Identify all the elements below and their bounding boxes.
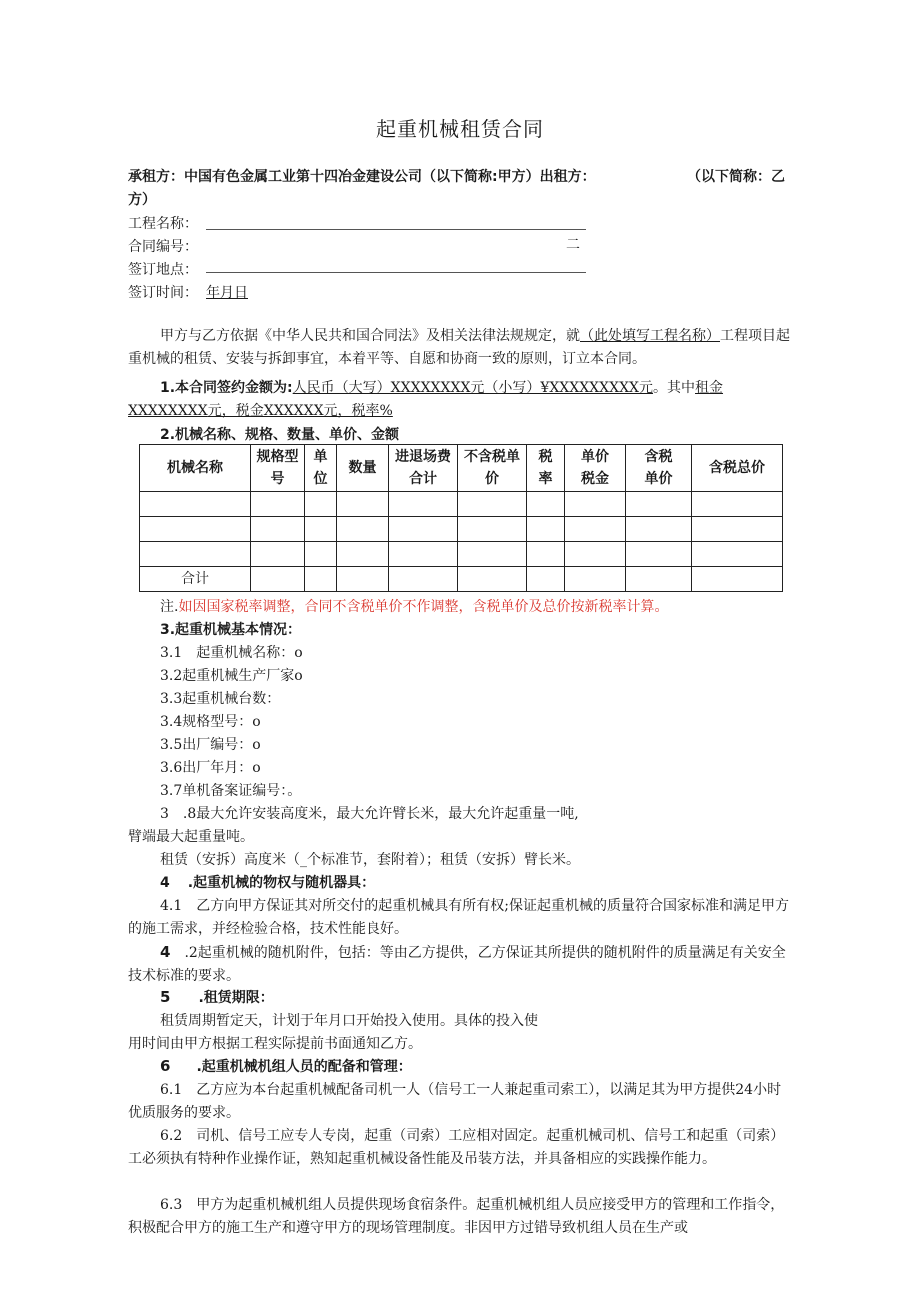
clause-1-rent: 租金XXXXXXXX xyxy=(128,380,724,419)
table-row xyxy=(140,492,783,517)
intro-project-placeholder: （此处填写工程名称） xyxy=(580,328,720,344)
field-project-name-line xyxy=(206,229,586,230)
clause-3-item: 3.3起重机械台数： xyxy=(160,691,281,707)
lessor-wrap: 方） xyxy=(128,192,156,208)
tax-note-text: 如因国家税率调整，合同不含税单价不作调整，含税单价及总价按新税率计算。 xyxy=(178,599,669,615)
clause-1 xyxy=(128,377,794,423)
document-title: 起重机械租赁合同 xyxy=(376,117,544,141)
clause-4-2-text: .2起重机械的随机附件，包括：等由乙方提供，乙方保证其所提供的随机附件的质量满足有关安全技术标准的要求。 xyxy=(128,945,786,984)
field-sign-time-value: 年月日 xyxy=(206,285,248,301)
clause-1-rest: 元，税金XXXXXX元，税率% xyxy=(207,403,393,419)
machinery-table xyxy=(139,444,783,592)
clause-1-mid: 。其中 xyxy=(653,380,696,396)
clause-1-amount: 人民币（大写）XXXXXXXX元（小写）¥XXXXXXXXX元 xyxy=(292,380,654,396)
clause-3-label: 3.起重机械基本情况： xyxy=(160,622,302,638)
clause-3-item: 3.5出厂编号：o xyxy=(160,737,261,753)
clause-3-item: 3.1 起重机械名称：o xyxy=(160,645,303,661)
clause-4-2 xyxy=(128,941,794,988)
th-price-excl-tax: 不含税单 价 xyxy=(458,445,527,492)
intro-text-a: 甲方与乙方依据《中华人民共和国合同法》及相关法律法规规定，就 xyxy=(160,328,580,344)
table-row xyxy=(140,517,783,542)
clause-6-1: 6.1 乙方应为本台起重机械配备司机一人（信号工一人兼起重司索工），以满足其为甲方提供24小时优质服务的要求。 xyxy=(128,1082,782,1121)
clause-6-2: 6.2 司机、信号工应专人专岗，起重（司索）工应相对固定。起重机械司机、信号工和起重（司索）工必须执有特种作业操作证，熟知起重机械设备性能及吊装方法，并具备相应的实践操作能力。 xyxy=(128,1128,785,1167)
clause-5-label: .租赁期限： xyxy=(198,990,274,1006)
clause-3-item: 3 .8最大允许安装高度米，最大允许臂长米，最大允许起重量一吨, xyxy=(160,806,579,822)
clause-6-num: 6 xyxy=(160,1057,171,1075)
clause-4-2-num: 4 xyxy=(160,943,171,961)
table-total-label: 合计 xyxy=(140,567,251,592)
clause-5-line-1: 租赁周期暂定天，计划于年月口开始投入使用。具体的投入使 xyxy=(160,1013,538,1029)
th-tax-rate: 税 率 xyxy=(527,445,565,492)
clause-5-heading xyxy=(160,987,274,1007)
clause-4-label: .起重机械的物权与随机器具： xyxy=(187,875,376,891)
field-contract-no-label: 合同编号： xyxy=(128,239,198,255)
th-quantity: 数量 xyxy=(337,445,389,492)
field-sign-place-line xyxy=(206,272,586,273)
th-unit-tax: 单价 税金 xyxy=(565,445,626,492)
field-sign-time-label: 签订时间： xyxy=(128,285,198,301)
clause-1-label: 1.本合同签约金额为: xyxy=(160,380,293,396)
th-total-incl-tax: 含税总价 xyxy=(692,445,783,492)
clause-4-heading xyxy=(160,872,375,892)
clause-3-item: 3.4规格型号：o xyxy=(160,714,261,730)
field-project-name-label: 工程名称： xyxy=(128,216,198,232)
clause-3-item: 3.6出厂年月：o xyxy=(160,760,261,776)
clause-6-3: 6.3 甲方为起重机械机组人员提供现场食宿条件。起重机械机组人员应接受甲方的管理和工作指令，积极配合甲方的施工生产和遵守甲方的现场管理制度。非因甲方过错导致机组人员在生产或 xyxy=(128,1197,785,1236)
th-unit: 单 位 xyxy=(305,445,337,492)
clause-2-label: 2.机械名称、规格、数量、单价、金额 xyxy=(160,427,400,443)
intro-text-b: 工程项目起重机械的租赁、安装与拆卸事宜，本着平等、自愿和协商一致的原则，订立本合同。 xyxy=(128,328,790,367)
th-price-incl-tax: 含税 单价 xyxy=(626,445,692,492)
tax-note xyxy=(160,596,668,616)
clause-5-num: 5 xyxy=(160,988,171,1006)
clause-5-line-2: 用时间由甲方根据工程实际提前书面通知乙方。 xyxy=(128,1036,422,1052)
clause-6-heading xyxy=(160,1056,412,1076)
clause-4-num: 4 xyxy=(160,875,170,891)
intro-paragraph xyxy=(128,325,794,371)
field-sign-place-label: 签订地点： xyxy=(128,262,198,278)
th-entry-exit-fee: 进退场费 合计 xyxy=(389,445,458,492)
clause-3-rent-line: 租赁（安拆）高度米（_个标准节，套附着）；租赁（安拆）臂长米。 xyxy=(160,852,580,868)
clause-3-wrap: 臂端最大起重量吨。 xyxy=(128,829,254,845)
table-row xyxy=(140,542,783,567)
table-header-row xyxy=(140,445,783,492)
th-machine-name: 机械名称 xyxy=(140,445,251,492)
tax-note-prefix: 注. xyxy=(160,599,179,615)
clause-3-item: 3.2起重机械生产厂家o xyxy=(160,668,303,684)
lessor-suffix: （以下简称：乙 xyxy=(687,169,785,185)
lessee-line: 承租方：中国有色金属工业第十四冶金建设公司（以下简称:甲方）出租方： xyxy=(128,169,596,185)
clause-6-label: .起重机械机组人员的配备和管理： xyxy=(196,1059,412,1075)
clause-3-item: 3.7单机备案证编号：。 xyxy=(160,783,302,799)
field-contract-no-value: 二 xyxy=(566,237,580,253)
clause-4-1: 4.1 乙方向甲方保证其对所交付的起重机械具有所有权;保证起重机械的质量符合国家标准和满足甲方的施工需求，并经检验合格，技术性能良好。 xyxy=(128,898,789,937)
th-spec-model: 规格型 号 xyxy=(251,445,305,492)
table-total-row xyxy=(140,567,783,592)
